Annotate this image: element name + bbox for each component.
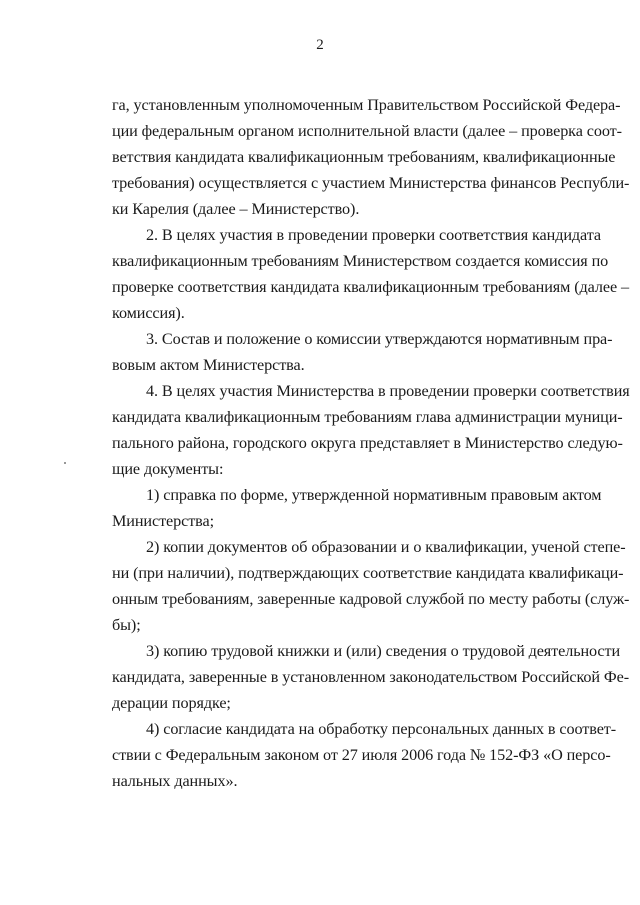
text-line: ствии с Федеральным законом от 27 июля 2006 года № 152-ФЗ «О персо- xyxy=(112,746,611,764)
text-line: дерации порядке; xyxy=(112,694,231,712)
text-line: ции федеральным органом исполнительной власти (далее – проверка соот- xyxy=(112,122,622,140)
scan-speck xyxy=(64,462,66,464)
text-line: проверке соответствия кандидата квалификационным требованиям (далее – xyxy=(112,278,629,296)
text-line: требования) осуществляется с участием Министерства финансов Республи- xyxy=(112,174,630,192)
text-line: щие документы: xyxy=(112,460,224,478)
text-line: га, установленным уполномоченным Правительством Российской Федера- xyxy=(112,96,621,114)
paragraph-2-first-line: 2. В целях участия в проведении проверки соответствия кандидата xyxy=(146,226,601,244)
text-line: ни (при наличии), подтверждающих соответствие кандидата квалификаци- xyxy=(112,564,624,582)
paragraph-3-first-line: 3. Состав и положение о комиссии утверждаются нормативным пра- xyxy=(146,330,613,348)
page-number: 2 xyxy=(316,37,324,53)
text-line: нальных данных». xyxy=(112,772,238,790)
list-item-1-first-line: 1) справка по форме, утвержденной нормативным правовым актом xyxy=(146,486,602,504)
text-line: онным требованиям, заверенные кадровой службой по месту работы (служ- xyxy=(112,590,630,608)
text-line: кандидата, заверенные в установленном законодательством Российской Фе- xyxy=(112,668,629,686)
list-item-2-first-line: 2) копии документов об образовании и о квалификации, ученой степе- xyxy=(146,538,626,556)
paragraph-4-first-line: 4. В целях участия Министерства в проведении проверки соответствия xyxy=(146,382,630,400)
list-item-4-first-line: 4) согласие кандидата на обработку персональных данных в соответ- xyxy=(146,720,617,738)
text-line: комиссия). xyxy=(112,304,185,322)
text-line: бы); xyxy=(112,616,141,634)
text-line: кандидата квалификационным требованиям глава администрации муници- xyxy=(112,408,623,426)
text-line: Министерства; xyxy=(112,512,214,530)
text-line: пального района, городского округа представляет в Министерство следую- xyxy=(112,434,623,452)
text-line: ки Карелия (далее – Министерство). xyxy=(112,200,360,218)
text-line: вовым актом Министерства. xyxy=(112,356,305,374)
list-item-3-first-line: 3) копию трудовой книжки и (или) сведения о трудовой деятельности xyxy=(146,642,621,660)
text-line: ветствия кандидата квалификационным требованиям, квалификационные xyxy=(112,148,616,166)
text-line: квалификационным требованиям Министерством создается комиссия по xyxy=(112,252,609,270)
